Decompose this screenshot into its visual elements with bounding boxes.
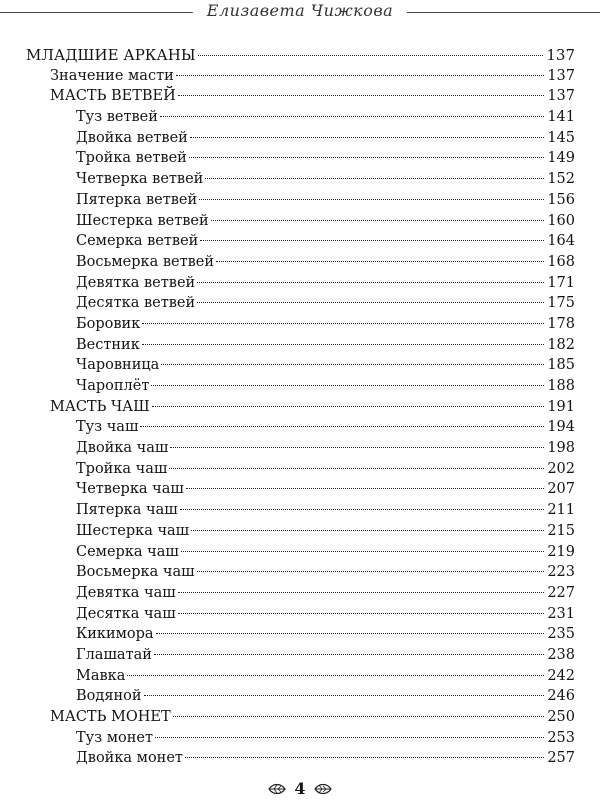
toc-dot-leader [198,55,544,56]
toc-entry-page: 219 [547,543,575,560]
toc-dot-leader [199,199,544,200]
table-of-contents [26,45,575,769]
page-number: 4 [294,779,306,798]
toc-entry-title: МАСТЬ ВЕТВЕЙ [50,88,176,105]
toc-dot-leader [144,695,545,696]
toc-entry-title: Туз ветвей [76,109,158,126]
toc-entry-page: 253 [547,729,575,746]
toc-entry [26,500,575,521]
toc-entry [26,686,575,707]
toc-entry-title: Пятерка ветвей [76,191,198,208]
toc-entry-title: Шестерка чаш [76,522,190,539]
toc-entry-page: 185 [547,357,575,374]
toc-dot-leader [160,116,544,117]
toc-entry-page: 194 [547,419,575,436]
toc-entry-title: Кикимора [76,626,154,643]
toc-entry [26,128,575,149]
toc-entry-title: Двойка монет [76,750,183,767]
toc-entry-page: 257 [547,750,575,767]
toc-entry [26,45,575,66]
toc-entry-title: Тройка ветвей [76,150,187,167]
toc-entry-page: 137 [547,67,575,84]
toc-dot-leader [186,488,544,489]
toc-entry [26,376,575,397]
toc-entry [26,273,575,294]
toc-entry-page: 168 [547,253,575,270]
toc-entry-page: 164 [547,233,575,250]
toc-dot-leader [152,406,545,407]
toc-entry-title: Значение масти [50,67,174,84]
toc-entry-page: 207 [547,481,575,498]
toc-entry-title: Десятка ветвей [76,295,196,312]
toc-entry-page: 188 [547,378,575,394]
toc-entry-page: 137 [546,46,575,64]
toc-entry [26,438,575,459]
toc-entry-title: Шестерка ветвей [76,212,209,229]
toc-entry-title: Восьмерка чаш [76,564,195,581]
toc-dot-leader [216,261,544,262]
toc-entry-page: 160 [547,212,575,229]
toc-dot-leader [191,530,544,531]
toc-entry-title: Глашатай [76,646,152,663]
toc-entry-title: МАСТЬ МОНЕТ [50,709,171,725]
toc-entry-title: Двойка ветвей [76,129,188,146]
toc-entry-title: Вестник [76,336,140,353]
toc-entry-title: Тройка чаш [76,460,168,477]
toc-dot-leader [180,509,545,510]
toc-entry [26,252,575,273]
toc-entry-page: 211 [547,502,575,519]
toc-entry [26,459,575,480]
toc-entry [26,169,575,190]
toc-dot-leader [200,240,544,241]
toc-entry [26,624,575,645]
toc-entry-title: Мавка [76,667,126,684]
toc-dot-leader [181,551,544,552]
toc-entry [26,479,575,500]
toc-entry-title: Четверка чаш [76,481,184,498]
toc-entry-title: Двойка чаш [76,440,169,457]
toc-entry-title: Десятка чаш [76,605,176,622]
toc-entry [26,521,575,542]
toc-entry-page: 152 [547,171,575,188]
page-footer [0,778,600,798]
toc-dot-leader [197,302,544,303]
toc-entry-title: Восьмерка ветвей [76,253,215,270]
toc-dot-leader [178,592,545,593]
toc-entry-page: 145 [547,129,575,146]
toc-entry-page: 235 [547,626,575,643]
toc-dot-leader [197,282,544,283]
toc-dot-leader [142,323,544,324]
toc-entry-page: 137 [547,88,575,105]
toc-dot-leader [176,75,545,76]
toc-entry-title: Семерка чаш [76,543,179,560]
toc-dot-leader [156,633,545,634]
toc-entry [26,231,575,252]
toc-entry [26,107,575,128]
toc-entry-page: 246 [547,688,575,705]
author-name: Елизавета Чижкова [193,1,407,20]
toc-dot-leader [190,137,544,138]
running-header [0,0,600,24]
toc-entry-title: МЛАДШИЕ АРКАНЫ [26,46,196,64]
toc-entry-page: 227 [547,584,575,601]
toc-dot-leader [155,737,544,738]
toc-dot-leader [178,95,545,96]
toc-entry-title: Чароплёт [76,378,150,394]
toc-dot-leader [151,385,544,386]
toc-entry-page: 191 [547,398,575,415]
toc-entry [26,293,575,314]
toc-dot-leader [211,220,545,221]
toc-entry [26,666,575,687]
toc-entry [26,66,575,87]
toc-entry [26,355,575,376]
toc-entry-page: 156 [547,191,575,208]
toc-dot-leader [189,157,544,158]
toc-entry-page: 171 [547,274,575,291]
toc-entry [26,604,575,625]
toc-entry [26,417,575,438]
toc-entry [26,314,575,335]
toc-entry-title: Четверка ветвей [76,171,204,188]
toc-entry-page: 242 [547,667,575,684]
toc-dot-leader [170,447,544,448]
toc-entry-page: 149 [547,150,575,167]
toc-entry [26,211,575,232]
toc-entry-title: МАСТЬ ЧАШ [50,398,150,415]
toc-entry-title: Семерка ветвей [76,233,199,250]
toc-entry-title: Туз чаш [76,419,139,436]
toc-entry [26,748,575,769]
toc-entry-page: 141 [547,109,575,126]
toc-dot-leader [185,757,544,758]
leaf-right-icon [313,782,333,796]
toc-entry [26,397,575,418]
toc-entry-title: Пятерка чаш [76,502,178,519]
toc-entry [26,562,575,583]
toc-entry [26,645,575,666]
leaf-left-icon [267,782,287,796]
toc-entry [26,583,575,604]
toc-entry-title: Водяной [76,688,142,705]
toc-entry-page: 231 [547,605,575,622]
toc-entry-title: Девятка ветвей [76,274,196,291]
toc-entry-page: 198 [547,440,575,457]
toc-dot-leader [178,613,545,614]
toc-entry-page: 223 [547,564,575,581]
toc-dot-leader [127,675,544,676]
toc-entry-page: 175 [547,295,575,312]
toc-entry [26,86,575,107]
toc-entry-title: Чаровница [76,357,160,374]
toc-dot-leader [169,468,544,469]
toc-entry-page: 178 [547,315,575,332]
toc-entry [26,728,575,749]
toc-entry [26,707,575,728]
toc-entry-page: 238 [547,646,575,663]
toc-entry [26,190,575,211]
toc-entry [26,335,575,356]
toc-dot-leader [161,364,544,365]
toc-entry [26,148,575,169]
toc-dot-leader [142,344,545,345]
toc-dot-leader [205,178,544,179]
toc-dot-leader [140,426,544,427]
toc-entry-page: 202 [547,460,575,477]
toc-entry-page: 215 [547,522,575,539]
toc-dot-leader [173,716,545,717]
toc-dot-leader [154,654,544,655]
toc-entry-title: Туз монет [76,729,153,746]
toc-entry-title: Девятка чаш [76,584,176,601]
toc-entry-page: 182 [547,336,575,353]
toc-entry-page: 250 [547,709,575,725]
toc-entry-title: Боровик [76,315,141,332]
toc-dot-leader [197,571,545,572]
toc-entry [26,542,575,563]
